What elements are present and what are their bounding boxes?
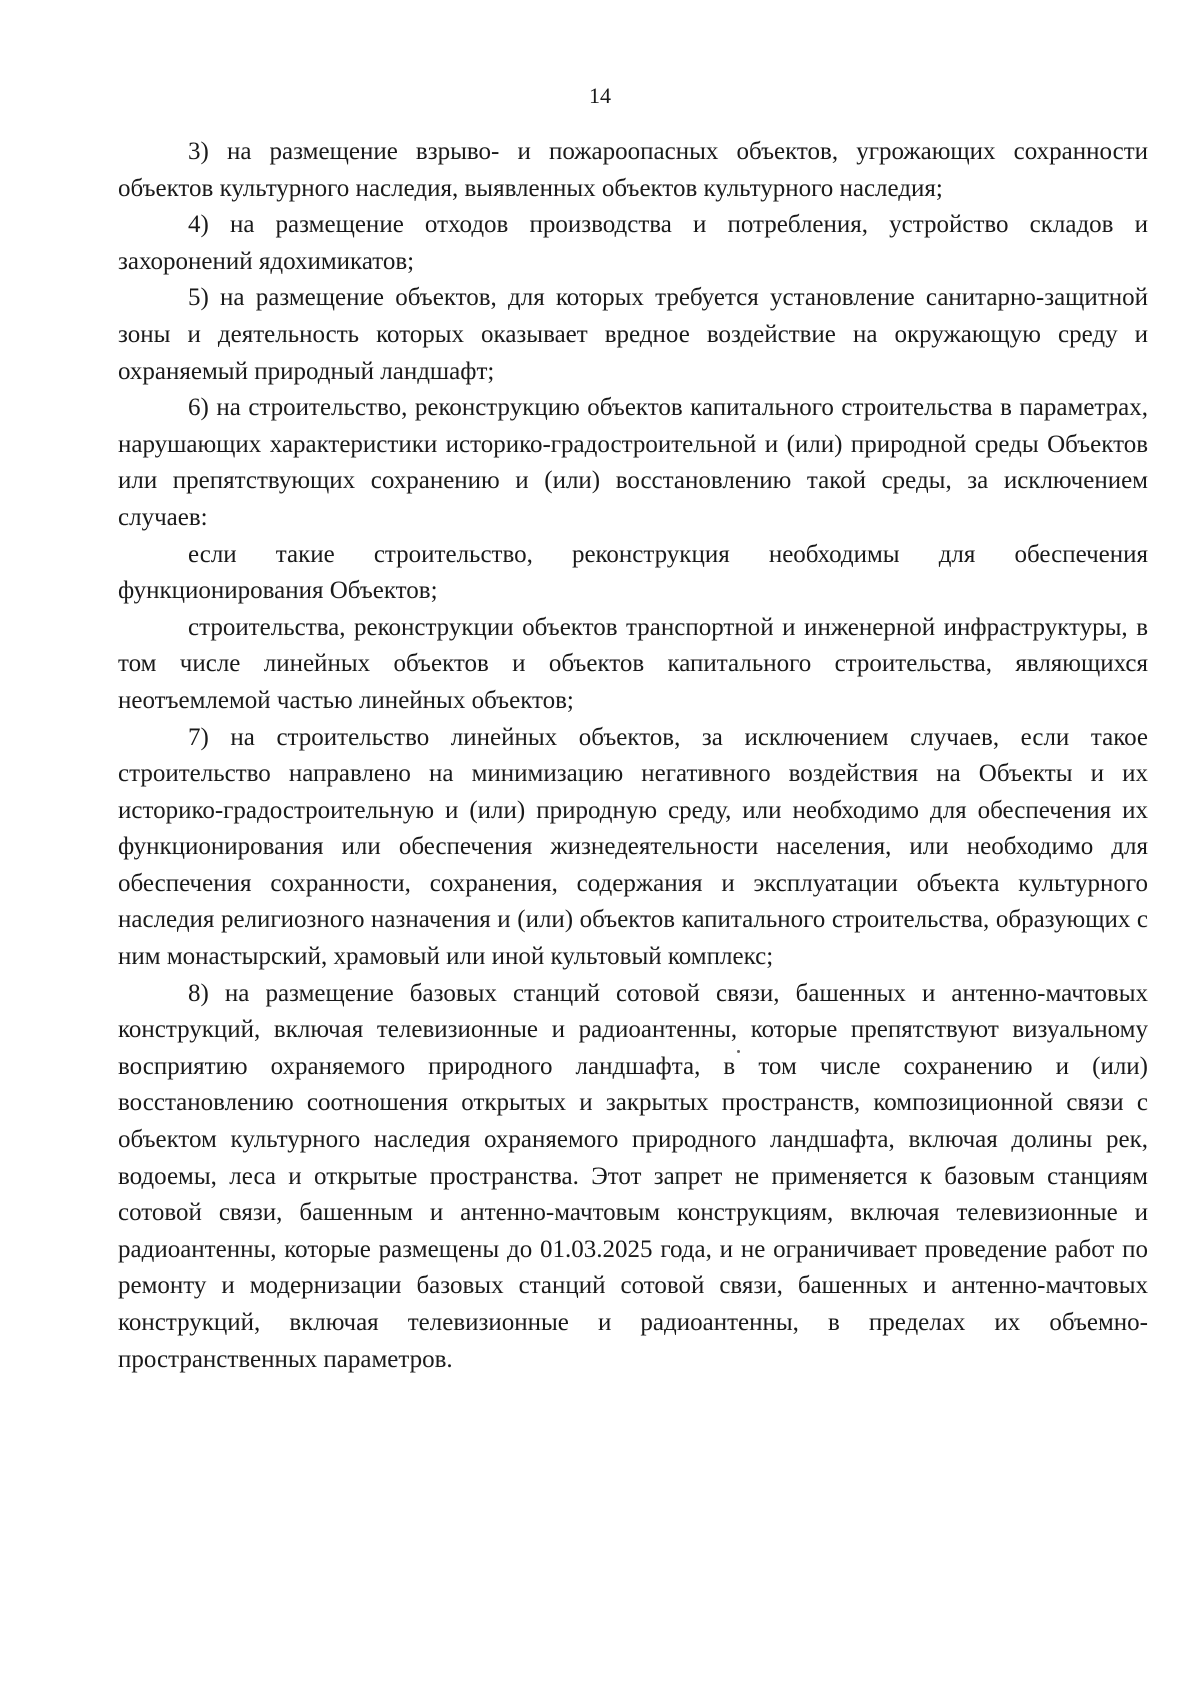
paragraph-item-3: 3) на размещение взрыво- и пожароопасных объектов, угрожающих сохранности объектов культурного наследия, выявленных объектов культурного наследия; (118, 138, 1148, 202)
document-body (118, 134, 1148, 1378)
paragraph-exception-2: строительства, реконструкции объектов транспортной и инженерной инфраструктуры, в том числе линейных объектов и объектов капитального строительства, являющихся неотъемлемой частью линейных объектов; (118, 613, 1148, 714)
paragraph-item-6: 6) на строительство, реконструкцию объектов капитального строительства в параметрах, нарушающих характеристики историко-градостроительной и (или) природной среды Объектов или препятствующих сохранению и (или) восстановлению такой среды, за исключением случаев: (118, 394, 1148, 531)
paragraph-item-7: 7) на строительство линейных объектов, за исключением случаев, если такое строительство направлено на минимизацию негативного воздействия на Объекты и их историко-градостроительную и (или) природную среду, или необходимо для обеспечения их функционирования или обеспечения жизнедеятельности населения, или необходимо для обеспечения сохранности, сохранения, содержания и эксплуатации объекта культурного наследия религиозного назначения и (или) объектов капитального строительства, образующих с ним монастырский, храмовый или иной культовый комплекс; (118, 723, 1148, 971)
paragraph-exception-1: если такие строительство, реконструкция необходимы для обеспечения функционирования Объектов; (118, 540, 1148, 605)
paragraph-item-8: 8) на размещение базовых станций сотовой связи, башенных и антенно-мачтовых конструкций, включая телевизионные и радиоантенны, которые препятствуют визуальному восприятию охраняемого природного ландшафта, в том числе сохранению и (или) восстановлению соотношения открытых и закрытых пространств, композиционной связи с объектом культурного наследия охраняемого природного ландшафта, включая долины рек, водоемы, леса и открытые пространства. Этот запрет не применяется к базовым станциям сотовой связи, башенным и антенно-мачтовым конструкциям, включая телевизионные и радиоантенны, которые размещены до 01.03.2025 года, и не ограничивает проведение работ по ремонту и модернизации базовых станций сотовой связи, башенных и антенно-мачтовых конструкций, включая телевизионные и радиоантенны, в пределах их объемно-пространственных параметров. (118, 979, 1148, 1373)
scan-speck (737, 1050, 740, 1053)
paragraph-item-4: 4) на размещение отходов производства и потребления, устройство складов и захоронений ядохимикатов; (118, 211, 1148, 275)
paragraph-item-5: 5) на размещение объектов, для которых требуется установление санитарно-защитной зоны и деятельность которых оказывает вредное воздействие на окружающую среду и охраняемый природный ландшафт; (118, 284, 1148, 385)
page-number: 14 (589, 83, 611, 108)
